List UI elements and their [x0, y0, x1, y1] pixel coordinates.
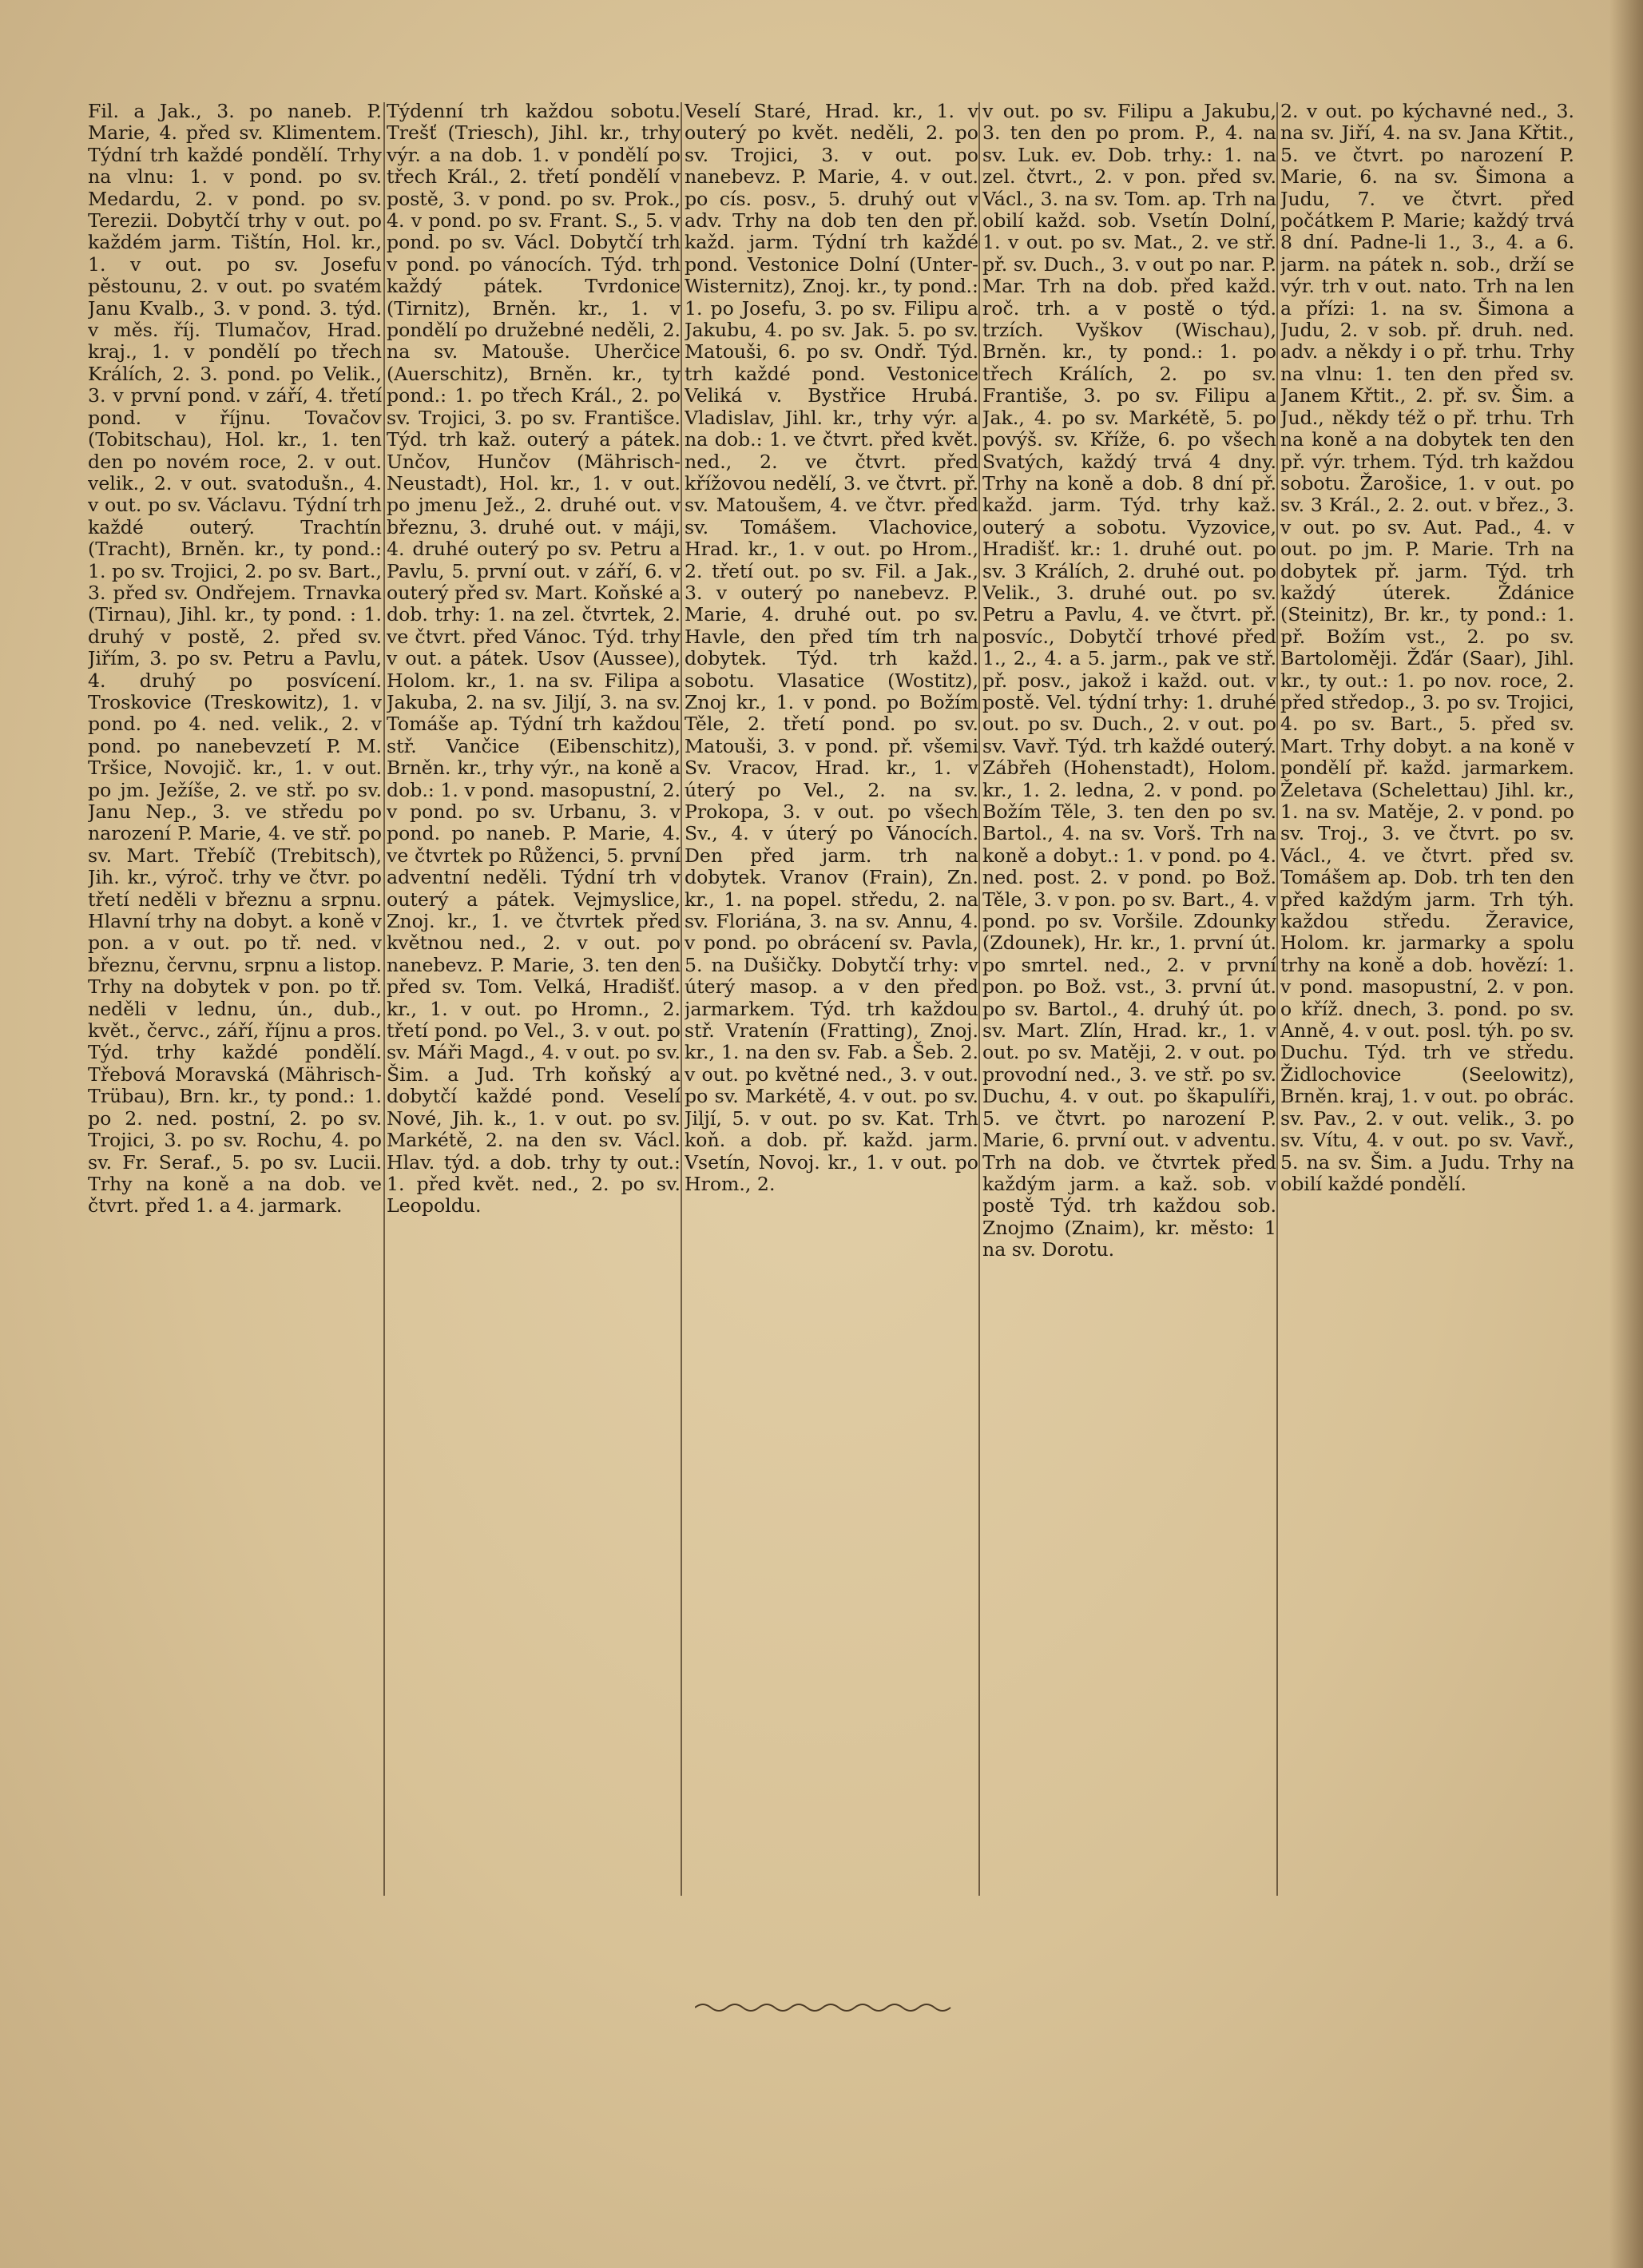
page-edge-shadow — [1609, 0, 1643, 2268]
column-text: Týdenní trh každou sobotu. Trešť (Triesch), Jihl. kr., trhy výr. a na dob. 1. v pondělí po třech Král., 2. třetí pondělí v postě, 3. v pond. po sv. Prok., 4. v pond. po sv. Frant. S., 5. v pond. po sv. Václ. Dobytčí trh v pond. po vánocích. Týd. trh každý pátek. Tvrdonice (Tirnitz), Brněn. kr., 1. v pondělí po družebné neděli, 2. na sv. Matouše. Uherčice (Auerschitz), Brněn. kr., ty pond.: 1. po třech Král., 2. po sv. Trojici, 3. po sv. Františce. Týd. trh kaž. outerý a pátek. Unčov, Hunčov (Mährisch-Neustadt), Hol. kr., 1. v out. po jmenu Jež., 2. druhé out. v březnu, 3. druhé out. v máji, 4. druhé outerý po sv. Petru a Pavlu, 5. první out. v září, 6. v outerý před sv. Mart. Koňské a dob. trhy: 1. na zel. čtvrtek, 2. ve čtvrt. před Vánoc. Týd. trhy v out. a pátek. Usov (Aussee), Holom. kr., 1. na sv. Filipa a Jakuba, 2. na sv. Jiljí, 3. na sv. Tomáše ap. Týdní trh každou stř. Vančice (Eibenschitz), Brněn. kr., trhy výr., na koně a dob.: 1. v pond. masopustní, 2. v pond. po sv. Urbanu, 3. v pond. po naneb. P. Marie, 4. ve čtvrtek po Růženci, 5. první adventní neděli. Týdní trh v outerý a pátek. Vejmyslice, Znoj. kr., 1. ve čtvrtek před květnou ned., 2. v out. po nanebevz. P. Marie, 3. ten den před sv. Tom. Velká, Hradišť. kr., 1. v out. po Hromn., 2. třetí pond. po Vel., 3. v out. po sv. Máři Magd., 4. v out. po sv. Šim. a Jud. Trh koňský a dobytčí každé pond. Veselí Nové, Jih. k., 1. v out. po sv. Markétě, 2. na den sv. Václ. Hlav. týd. a dob. trhy ty out.: 1. před květ. ned., 2. po sv. Leopoldu. — [387, 101, 681, 1217]
column-text: Veselí Staré, Hrad. kr., 1. v outerý po květ. neděli, 2. po sv. Trojici, 3. v out. po nanebevz. P. Marie, 4. v out. po cís. posv., 5. druhý out v adv. Trhy na dob ten den př. každ. jarm. Týdní trh každé pond. Vestonice Dolní (Unter-Wisternitz), Znoj. kr., ty pond.: 1. po Josefu, 3. po sv. Filipu a Jakubu, 4. po sv. Jak. 5. po sv. Matouši, 6. po sv. Ondř. Týd. trh každé pond. Vestonice Veliká v. Bystřice Hrubá. Vladislav, Jihl. kr., trhy výr. a na dob.: 1. ve čtvrt. před květ. ned., 2. ve čtvrt. před křížovou nedělí, 3. ve čtvrt. př. sv. Matoušem, 4. ve čtvr. před sv. Tomášem. Vlachovice, Hrad. kr., 1. v out. po Hrom., 2. třetí out. po sv. Fil. a Jak., 3. v outerý po nanebevz. P. Marie, 4. druhé out. po sv. Havle, den před tím trh na dobytek. Týd. trh každ. sobotu. Vlasatice (Wostitz), Znoj kr., 1. v pond. po Božím Těle, 2. třetí pond. po sv. Matouši, 3. v pond. př. všemi Sv. Vracov, Hrad. kr., 1. v úterý po Vel., 2. na sv. Prokopa, 3. v out. po všech Sv., 4. v úterý po Vánocích. Den před jarm. trh na dobytek. Vranov (Frain), Zn. kr., 1. na popel. středu, 2. na sv. Floriána, 3. na sv. Annu, 4. v pond. po obrácení sv. Pavla, 5. na Dušičky. Dobytčí trhy: v úterý masop. a v den před jarmarkem. Týd. trh každou stř. Vratenín (Fratting), Znoj. kr., 1. na den sv. Fab. a Šeb. 2. v out. po květné ned., 3. v out. po sv. Markétě, 4. v out. po sv. Jiljí, 5. v out. po sv. Kat. Trh koň. a dob. př. každ. jarm. Vsetín, Novoj. kr., 1. v out. po Hrom., 2. — [685, 101, 978, 1195]
text-column-5 — [1280, 101, 1574, 2146]
wave-ornament — [695, 2001, 958, 2014]
column-text: 2. v out. po kýchavné ned., 3. na sv. Jiří, 4. na sv. Jana Křtit., 5. ve čtvrt. po narození P. Marie, 6. na sv. Šimona a Judu, 7. ve čtvrt. před počátkem P. Marie; každý trvá 8 dní. Padne-li 1., 3., 4. a 6. jarm. na pátek n. sob., drží se výr. trh v out. nato. Trh na len a přízi: 1. na sv. Šimona a Judu, 2. v sob. př. druh. ned. adv. a někdy i o př. trhu. Trhy na vlnu: 1. ten den před sv. Janem Křtit., 2. př. sv. Šim. a Jud., někdy též o př. trhu. Trh na koně a na dobytek ten den př. výr. trhem. Týd. trh každou sobotu. Žarošice, 1. v out. po sv. 3 Král., 2. 2. out. v břez., 3. v out. po sv. Aut. Pad., 4. v out. po jm. P. Marie. Trh na dobytek př. jarm. Týd. trh každý úterek. Ždánice (Steinitz), Br. kr., ty pond.: 1. př. Božím vst., 2. po sv. Bartoloměji. Žďár (Saar), Jihl. kr., ty out.: 1. po nov. roce, 2. před středop., 3. po sv. Trojici, 4. po sv. Bart., 5. před sv. Mart. Trhy dobyt. a na koně v pondělí př. každ. jarmarkem. Želetava (Schelettau) Jihl. kr., 1. na sv. Matěje, 2. v pond. po sv. Troj., 3. ve čtvrt. po sv. Václ., 4. ve čtvrt. před sv. Tomášem ap. Dob. trh ten den před každým jarm. Trh týh. každou středu. Žeravice, Holom. kr. jarmarky a spolu trhy na koně a dob. hovězí: 1. v pond. masopustní, 2. v pon. o kříž. dnech, 3. pond. po sv. Anně, 4. v out. posl. týh. po sv. Duchu. Týd. trh ve středu. Židlochovice (Seelowitz), Brněn. kraj, 1. v out. po obrác. sv. Pav., 2. v out. velik., 3. po sv. Vítu, 4. v out. po sv. Vavř., 5. na sv. Šim. a Judu. Trhy na obilí každé pondělí. — [1280, 101, 1574, 1195]
column-text: v out. po sv. Filipu a Jakubu, 3. ten den po prom. P., 4. na sv. Luk. ev. Dob. trhy.: 1. na zel. čtvrt., 2. v pon. před sv. Václ., 3. na sv. Tom. ap. Trh na obilí každ. sob. Vsetín Dolní, 1. v out. po sv. Mat., 2. ve stř. př. sv. Duch., 3. v out po nar. P. Mar. Trh na dob. před každ. roč. trh. a v postě o týd. trzích. Vyškov (Wischau), Brněn. kr., ty pond.: 1. po třech Králích, 2. po sv. Františe, 3. po sv. Filipu a Jak., 4. po sv. Markétě, 5. po povýš. sv. Kříže, 6. po všech Svatých, každý trvá 4 dny. Trhy na koně a dob. 8 dní př. každ. jarm. Týd. trhy kaž. outerý a sobotu. Vyzovice, Hradišť. kr.: 1. druhé out. po sv. 3 Králích, 2. druhé out. po Velik., 3. druhé out. po sv. Petru a Pavlu, 4. ve čtvrt. př. posvíc., Dobytčí trhové před 1., 2., 4. a 5. jarm., pak ve stř. př. posv., jakož i každ. out. v postě. Vel. týdní trhy: 1. druhé out. po sv. Duch., 2. v out. po sv. Vavř. Týd. trh každé outerý. Zábřeh (Hohenstadt), Holom. kr., 1. 2. ledna, 2. v pond. po Božím Těle, 3. ten den po sv. Bartol., 4. na sv. Vorš. Trh na koně a dobyt.: 1. v pond. po 4. ned. post. 2. v pond. po Bož. Těle, 3. v pon. po sv. Bart., 4. v pond. po sv. Voršile. Zdounky (Zdounek), Hr. kr., 1. první út. po smrtel. ned., 2. v první pon. po Bož. vst., 3. první út. po sv. Bartol., 4. druhý út. po sv. Mart. Zlín, Hrad. kr., 1. v out. po sv. Matěji, 2. v out. po provodní ned., 3. ve stř. po sv. Duchu, 4. v out. po škapulíři, 5. ve čtvrt. po narození P. Marie, 6. první out. v adventu. Trh na dob. ve čtvrtek před každým jarm. a kaž. sob. v postě Týd. trh každou sob. Znojmo (Znaim), kr. město: 1 na sv. Dorotu. — [982, 101, 1276, 1261]
column-rule — [978, 102, 980, 1896]
column-rule — [1276, 102, 1278, 1896]
text-column-2 — [387, 101, 681, 2146]
text-column-4 — [982, 101, 1276, 2146]
text-column-3 — [685, 101, 978, 2146]
column-text: Fil. a Jak., 3. po naneb. P. Marie, 4. před sv. Klimentem. Týdní trh každé pondělí. Trhy na vlnu: 1. v pond. po sv. Medardu, 2. v pond. po sv. Terezii. Dobytčí trhy v out. po každém jarm. Tištín, Hol. kr., 1. v out. po sv. Josefu pěstounu, 2. v out. po svatém Janu Kvalb., 3. v pond. 3. týd. v měs. říj. Tlumačov, Hrad. kraj., 1. v pondělí po třech Králích, 2. 3. pond. po Velik., 3. v první pond. v září, 4. třetí pond. v říjnu. Tovačov (Tobitschau), Hol. kr., 1. ten den po novém roce, 2. v out. velik., 2. v out. svatodušn., 4. v out. po sv. Václavu. Týdní trh každé outerý. Trachtín (Tracht), Brněn. kr., ty pond.: 1. po sv. Trojici, 2. po sv. Bart., 3. před sv. Ondřejem. Trnavka (Tirnau), Jihl. kr., ty pond. : 1. druhý v postě, 2. před sv. Jiřím, 3. po sv. Petru a Pavlu, 4. druhý po posvícení. Troskovice (Treskowitz), 1. v pond. po 4. ned. velik., 2. v pond. po nanebevzetí P. M. Tršice, Novojič. kr., 1. v out. po jm. Ježíše, 2. ve stř. po sv. Janu Nep., 3. ve středu po narození P. Marie, 4. ve stř. po sv. Mart. Třebíč (Trebitsch), Jih. kr., výroč. trhy ve čtvr. po třetí neděli v březnu a srpnu. Hlavní trhy na dobyt. a koně v pon. a v out. po tř. ned. v březnu, červnu, srpnu a listop. Trhy na dobytek v pon. po tř. neděli v lednu, ún., dub., květ., červc., září, říjnu a pros. Týd. trhy každé pondělí. Třebová Moravská (Mährisch-Trübau), Brn. kr., ty pond.: 1. po 2. ned. postní, 2. po sv. Trojici, 3. po sv. Rochu, 4. po sv. Fr. Seraf., 5. po sv. Lucii. Trhy na koně a na dob. ve čtvrt. před 1. a 4. jarmark. — [88, 101, 382, 1217]
column-rule — [383, 102, 385, 1896]
text-column-1 — [88, 101, 382, 2146]
column-rule — [681, 102, 682, 1896]
